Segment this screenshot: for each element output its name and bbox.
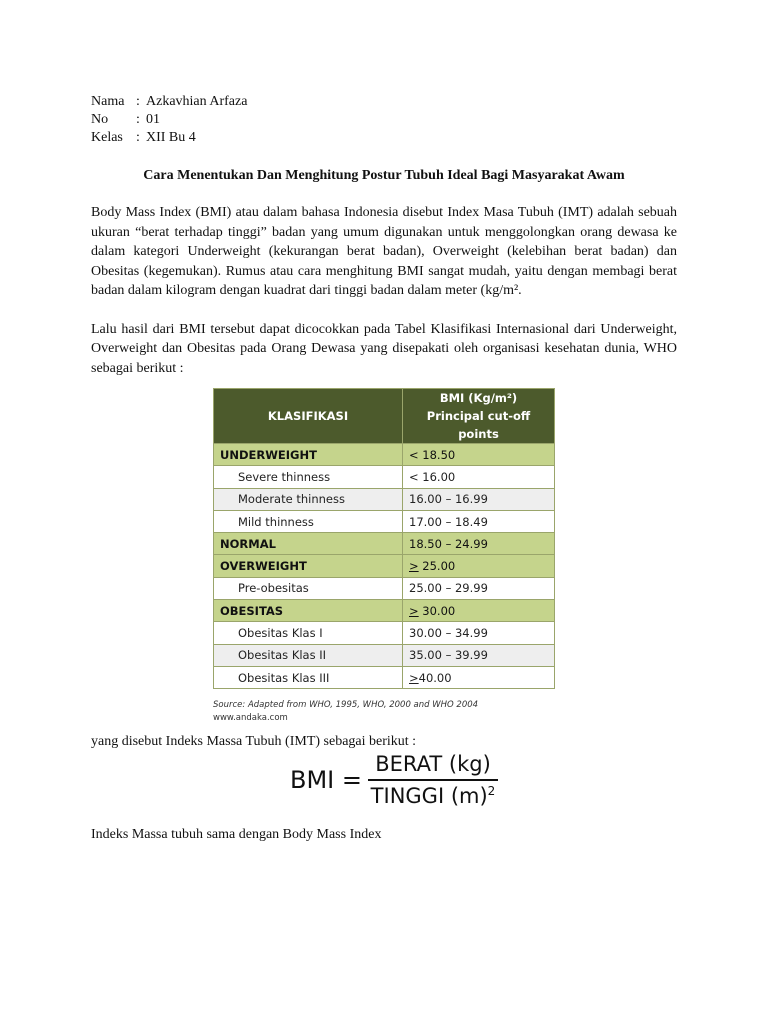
info-separator: : <box>136 94 140 109</box>
info-separator: : <box>136 130 140 145</box>
header-bmi <box>403 389 555 444</box>
formula-denominator: TINGGI (m) <box>370 784 488 808</box>
row-value-sign: > <box>409 670 419 685</box>
bmi-table <box>213 388 555 689</box>
table-row <box>214 488 555 510</box>
row-value-sign: > <box>409 559 419 574</box>
row-value <box>403 600 555 622</box>
table-row <box>214 466 555 488</box>
closing-line: Indeks Massa tubuh sama dengan Body Mass Index <box>91 827 382 842</box>
row-value: 16.00 – 16.99 <box>403 488 555 510</box>
formula-exponent: 2 <box>487 784 496 798</box>
info-separator: : <box>136 112 140 127</box>
info-value: Azkavhian Arfaza <box>146 94 248 109</box>
row-value: < 16.00 <box>403 466 555 488</box>
row-value <box>403 666 555 688</box>
header-klasifikasi: KLASIFIKASI <box>214 389 403 444</box>
header-cutoff: Principal cut-off points <box>426 409 531 441</box>
table-row-overweight <box>214 555 555 577</box>
info-row-no <box>91 111 677 129</box>
row-value <box>403 555 555 577</box>
table-row <box>214 577 555 599</box>
row-name: Obesitas Klas III <box>214 666 403 688</box>
row-name: Pre-obesitas <box>214 577 403 599</box>
row-name: OVERWEIGHT <box>214 555 403 577</box>
paragraph-bmi-definition: Body Mass Index (BMI) atau dalam bahasa Indonesia disebut Index Masa Tubuh (IMT) adalah sebuah ukuran “berat terhadap tinggi” badan yang umum digunakan untuk menggolongkan orang dewasa ke dalam kategori Underweight (kekurangan berat badan), Overweight (kelebihan berat badan) dan Obesitas (kegemukan). Rumus atau cara menghitung BMI sangat mudah, yaitu dengan membagi berat badan dalam kilogram dengan kuadrat dari tinggi badan dalam meter (kg/m². <box>91 205 677 298</box>
row-value: < 18.50 <box>403 444 555 466</box>
table-source: Source: Adapted from WHO, 1995, WHO, 2000 and WHO 2004 <box>213 700 479 710</box>
paragraph-who-table-intro: Lalu hasil dari BMI tersebut dapat dicocokkan pada Tabel Klasifikasi Internasional dari Underweight, Overweight dan Obesitas pada Orang Dewasa yang disepakati oleh organisasi kesehatan dunia, WHO sebagai berikut : <box>91 321 677 376</box>
row-value: 30.00 – 34.99 <box>403 622 555 644</box>
info-row-nama <box>91 93 677 111</box>
table-row-obesitas <box>214 600 555 622</box>
formula-denominator-wrap <box>371 781 496 808</box>
row-value-number: 30.00 <box>418 603 456 618</box>
source-website: www.andaka.com <box>213 713 288 723</box>
formula-intro: yang disebut Indeks Massa Tubuh (IMT) sebagai berikut : <box>91 734 417 749</box>
row-name: Moderate thinness <box>214 488 403 510</box>
row-name: Obesitas Klas I <box>214 622 403 644</box>
formula-fraction <box>368 752 498 808</box>
document-title: Cara Menentukan Dan Menghitung Postur Tubuh Ideal Bagi Masyarakat Awam <box>143 168 625 183</box>
table-row <box>214 666 555 688</box>
header-bmi-unit: BMI (Kg/m²) <box>439 391 518 405</box>
row-value-sign: > <box>409 603 419 618</box>
info-label: No <box>91 112 109 127</box>
row-name: UNDERWEIGHT <box>214 444 403 466</box>
info-label: Nama <box>91 94 125 109</box>
student-info <box>91 93 677 147</box>
info-value: XII Bu 4 <box>146 130 196 145</box>
table-row-underweight <box>214 444 555 466</box>
row-name: OBESITAS <box>214 600 403 622</box>
bmi-classification-table <box>213 388 555 689</box>
table-row <box>214 644 555 666</box>
table-row <box>214 510 555 532</box>
row-value: 25.00 – 29.99 <box>403 577 555 599</box>
row-value-number: 25.00 <box>418 559 456 574</box>
bmi-formula <box>290 752 498 808</box>
document-body <box>91 93 677 378</box>
formula-numerator: BERAT (kg) <box>375 752 491 776</box>
row-name: Mild thinness <box>214 510 403 532</box>
row-name: NORMAL <box>214 533 403 555</box>
formula-lhs: BMI = <box>290 766 362 794</box>
row-value: 17.00 – 18.49 <box>403 510 555 532</box>
row-name: Obesitas Klas II <box>214 644 403 666</box>
row-value: 35.00 – 39.99 <box>403 644 555 666</box>
table-row <box>214 622 555 644</box>
row-name: Severe thinness <box>214 466 403 488</box>
table-row-normal <box>214 533 555 555</box>
info-row-kelas <box>91 129 677 147</box>
row-value: 18.50 – 24.99 <box>403 533 555 555</box>
row-value-number: 40.00 <box>418 670 452 685</box>
info-value: 01 <box>146 112 160 127</box>
table-header-row <box>214 389 555 444</box>
info-label: Kelas <box>91 130 123 145</box>
